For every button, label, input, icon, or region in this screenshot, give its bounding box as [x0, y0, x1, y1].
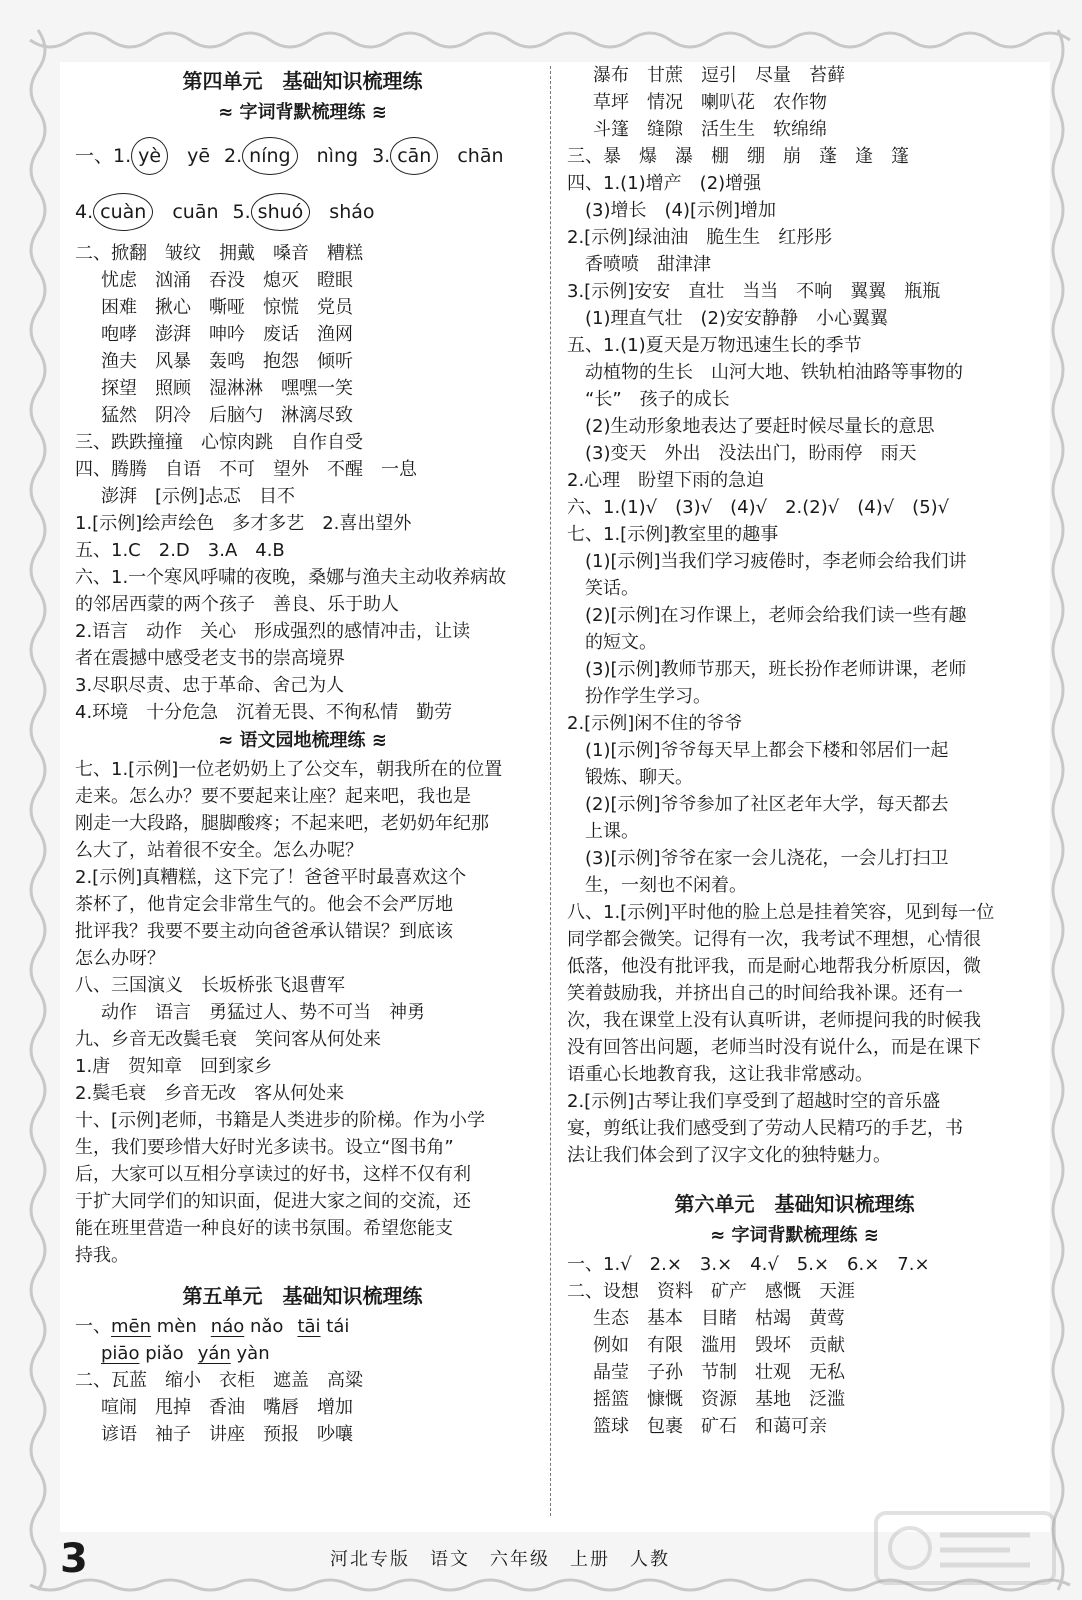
answer-line: 二、掀翻 皱纹 拥戴 嗓音 糟糕 — [75, 243, 363, 264]
subsection-title: ≈ 语文园地梳理练 ≋ — [218, 730, 387, 751]
circled-pinyin: shuó — [251, 193, 311, 231]
answer-line: 三、跌跌撞撞 心惊肉跳 自作自受 — [75, 432, 363, 453]
circled-pinyin: cān — [390, 137, 438, 175]
answer-line: 五、1.C 2.D 3.A 4.B — [75, 540, 285, 561]
answer-line-indented: (3)[示例]教师节那天，班长扮作老师讲课，老师 — [585, 659, 967, 680]
page-number: 3 — [60, 1536, 88, 1582]
answer-line-indented: 的短文。 — [585, 632, 657, 653]
answer-line-indented: 生，一刻也不闲着。 — [585, 875, 747, 896]
answer-line-indented: 忧虑 汹涌 吞没 熄灭 瞪眼 — [101, 270, 353, 291]
answer-line-indented: 扮作学生学习。 — [585, 686, 711, 707]
answer-line: 3.尽职尽责、忠于革命、舍己为人 — [75, 675, 345, 696]
answer-line: 么大了，站着很不安全。怎么办呢？ — [75, 840, 363, 861]
answer-line: 低落，他没有批评我，而是耐心地帮我分析原因，微 — [567, 956, 981, 977]
answer-line: 能在班里营造一种良好的读书氛围。希望您能支 — [75, 1218, 453, 1239]
answer-line-indented: 喧闹 甩掉 香油 嘴唇 增加 — [101, 1397, 353, 1418]
circled-pinyin: níng — [242, 137, 297, 175]
underlined-pinyin: náo — [210, 1316, 245, 1337]
pinyin-text: yàn — [236, 1343, 270, 1364]
answer-line-indented: “长” 孩子的成长 — [585, 389, 730, 410]
item-number: 3. — [372, 145, 391, 167]
pinyin-item — [198, 1340, 270, 1367]
answer-line: 于扩大同学们的知识面，促进大家之间的交流，还 — [75, 1191, 471, 1212]
pinyin-text: piǎo — [145, 1343, 184, 1364]
answer-line: 者在震撼中感受老支书的崇高境界 — [75, 648, 345, 669]
answer-line: 的邻居西蒙的两个孩子 善良、乐于助人 — [75, 594, 399, 615]
section-title: 第五单元 基础知识梳理练 — [182, 1284, 423, 1308]
answer-line: 2.语言 动作 关心 形成强烈的感情冲击，让读 — [75, 621, 471, 642]
answer-line-indented: 瀑布 甘蔗 逗引 尽量 苔藓 — [593, 65, 845, 86]
pinyin-text: sháo — [329, 201, 375, 223]
answer-line: 一、1.√ 2.× 3.× 4.√ 5.× 6.× 7.× — [567, 1254, 930, 1275]
footer-meta: 河北专版 语文 六年级 上册 人教 — [330, 1549, 670, 1570]
watermark-logo — [870, 1505, 1060, 1595]
spacer — [567, 1169, 1022, 1177]
answer-line-indented: 摇篮 慷慨 资源 基地 泛滥 — [593, 1389, 845, 1410]
answer-line-indented: 草坪 情况 喇叭花 农作物 — [593, 92, 827, 113]
pinyin-text: cuān — [172, 201, 219, 223]
answer-line-indented: 篮球 包裹 矿石 和蔼可亲 — [593, 1416, 827, 1437]
left-column — [75, 62, 530, 1448]
pinyin-text: yē — [187, 145, 211, 167]
answer-line: 1.[示例]绘声绘色 多才多艺 2.喜出望外 — [75, 513, 412, 534]
column-divider — [550, 66, 551, 1516]
pinyin-answer-line — [75, 1313, 530, 1340]
pinyin-item — [75, 128, 210, 184]
answer-line-indented: 生态 基本 目睹 枯竭 黄莺 — [593, 1308, 845, 1329]
pinyin-item — [372, 128, 503, 184]
underlined-pinyin: piāo — [101, 1343, 140, 1364]
underlined-pinyin: mēn — [111, 1316, 152, 1337]
answer-line: 2.[示例]闲不住的爷爷 — [567, 713, 743, 734]
answer-line-indented: (2)[示例]在习作课上，老师会给我们读一些有趣 — [585, 605, 967, 626]
answer-line: 宴，剪纸让我们感受到了劳动人民精巧的手艺，书 — [567, 1118, 963, 1139]
circled-pinyin: yè — [131, 137, 168, 175]
answer-line-indented: 困难 揪心 嘶哑 惊慌 党员 — [101, 297, 353, 318]
answer-line-indented: (1)理直气壮 (2)安安静静 小心翼翼 — [585, 308, 888, 329]
answer-line: 三、暴 爆 瀑 棚 绷 崩 蓬 逢 篷 — [567, 146, 909, 167]
answer-line-indented: 动作 语言 勇猛过人、势不可当 神勇 — [101, 1002, 425, 1023]
answer-line: 四、腾腾 自语 不可 望外 不醒 一息 — [75, 459, 417, 480]
answer-line: 语重心长地教育我，这让我非常感动。 — [567, 1064, 873, 1085]
answer-line: 八、1.[示例]平时他的脸上总是挂着笑容，见到每一位 — [567, 902, 995, 923]
answer-line: 八、三国演义 长坂桥张飞退曹军 — [75, 975, 345, 996]
answer-line: 3.[示例]安安 直壮 当当 不响 翼翼 瓶瓶 — [567, 281, 941, 302]
pinyin-item — [75, 184, 219, 240]
pinyin-answer-line — [75, 128, 530, 184]
answer-line: 刚走一大段路，腿脚酸疼；不起来吧，老奶奶年纪那 — [75, 813, 489, 834]
answer-line: 2.心理 盼望下雨的急迫 — [567, 470, 765, 491]
answer-line: 生，我们要珍惜大好时光多读书。设立“图书角” — [75, 1137, 454, 1158]
pinyin-item — [297, 1313, 349, 1340]
answer-line: 九、乡音无改鬓毛衰 笑问客从何处来 — [75, 1029, 381, 1050]
answer-line-indented: 咆哮 澎湃 呻吟 废话 渔网 — [101, 324, 353, 345]
answer-line: 2.[示例]古琴让我们享受到了超越时空的音乐盛 — [567, 1091, 941, 1112]
answer-line-indented: 澎湃 [示例]忐忑 目不 — [101, 486, 296, 507]
spacer — [75, 1269, 530, 1277]
answer-line-indented: (1)[示例]爷爷每天早上都会下楼和邻居们一起 — [585, 740, 949, 761]
section-title: 第四单元 基础知识梳理练 — [182, 69, 423, 93]
item-number: 一、 — [75, 1316, 111, 1337]
spacer — [567, 1177, 1022, 1185]
pinyin-item — [211, 1313, 284, 1340]
answer-line: 五、1.(1)夏天是万物迅速生长的季节 — [567, 335, 862, 356]
answer-line-indented: 猛然 阴冷 后脑勺 淋漓尽致 — [101, 405, 353, 426]
answer-line: 四、1.(1)增产 (2)增强 — [567, 173, 762, 194]
answer-line-indented: (3)增长 (4)[示例]增加 — [585, 200, 777, 221]
answer-line-indented: 锻炼、聊天。 — [585, 767, 693, 788]
answer-line: 笑着鼓励我，并挤出自己的时间给我补课。还有一 — [567, 983, 963, 1004]
answer-line: 七、1.[示例]教室里的趣事 — [567, 524, 779, 545]
answer-line: 2.[示例]真糟糕，这下完了！爸爸平时最喜欢这个 — [75, 867, 467, 888]
answer-line: 二、瓦蓝 缩小 衣柜 遮盖 高粱 — [75, 1370, 363, 1391]
answer-line: 1.唐 贺知章 回到家乡 — [75, 1056, 273, 1077]
answer-line: 法让我们体会到了汉字文化的独特魅力。 — [567, 1145, 891, 1166]
pinyin-text: nìng — [316, 145, 359, 167]
pinyin-text: mèn — [156, 1316, 197, 1337]
answer-line: 2.鬓毛衰 乡音无改 客从何处来 — [75, 1083, 345, 1104]
answer-line-indented: (1)[示例]当我们学习疲倦时，李老师会给我们讲 — [585, 551, 967, 572]
answer-line-indented: 谚语 袖子 讲座 预报 吵嚷 — [101, 1424, 353, 1445]
answer-line: 批评我？我要不要主动向爸爸承认错误？到底该 — [75, 921, 453, 942]
answer-line-indented: (3)[示例]爷爷在家一会儿浇花，一会儿打扫卫 — [585, 848, 949, 869]
answer-line-indented: 上课。 — [585, 821, 639, 842]
answer-line: 4.环境 十分危急 沉着无畏、不徇私情 勤劳 — [75, 702, 453, 723]
answer-line-indented: (2)[示例]爷爷参加了社区老年大学，每天都去 — [585, 794, 949, 815]
pinyin-text: tái — [326, 1316, 350, 1337]
answer-line-indented: 例如 有限 滥用 毁坏 贡献 — [593, 1335, 845, 1356]
underlined-pinyin: tāi — [297, 1316, 321, 1337]
answer-line-indented: 动植物的生长 山河大地、铁轨柏油路等事物的 — [585, 362, 963, 383]
underlined-pinyin: yán — [197, 1343, 231, 1364]
answer-line: 六、1.一个寒风呼啸的夜晚，桑娜与渔夫主动收养病故 — [75, 567, 507, 588]
answer-line-indented: 笑话。 — [585, 578, 639, 599]
answer-line: 十、[示例]老师，书籍是人类进步的阶梯。作为小学 — [75, 1110, 486, 1131]
pinyin-text: chān — [457, 145, 504, 167]
pinyin-item — [75, 1313, 197, 1340]
answer-line-indented: 斗篷 缝隙 活生生 软绵绵 — [593, 119, 827, 140]
section-title: 第六单元 基础知识梳理练 — [674, 1192, 915, 1216]
answer-line: 2.[示例]绿油油 脆生生 红彤彤 — [567, 227, 833, 248]
pinyin-item — [224, 128, 358, 184]
answer-line-indented: 香喷喷 甜津津 — [585, 254, 711, 275]
circled-pinyin: cuàn — [93, 193, 153, 231]
item-number: 一、1. — [75, 145, 132, 167]
answer-line: 没有回答出问题，老师当时没有说什么，而是在课下 — [567, 1037, 981, 1058]
answer-line-indented: 晶莹 子孙 节制 壮观 无私 — [593, 1362, 845, 1383]
right-column — [567, 62, 1022, 1440]
item-number: 4. — [75, 201, 94, 223]
answer-line: 走来。怎么办？要不要起来让座？起来吧，我也是 — [75, 786, 471, 807]
answer-line-indented: 渔夫 风暴 轰鸣 抱怨 倾听 — [101, 351, 353, 372]
answer-line: 六、1.(1)√ (3)√ (4)√ 2.(2)√ (4)√ (5)√ — [567, 497, 950, 518]
pinyin-item — [233, 184, 375, 240]
pinyin-text: nǎo — [249, 1316, 284, 1337]
answer-line: 二、设想 资料 矿产 感慨 天涯 — [567, 1281, 855, 1302]
answer-line-indented: (2)生动形象地表达了要赶时候尽量长的意思 — [585, 416, 935, 437]
answer-line: 次，我在课堂上没有认真听讲，老师提问我的时候我 — [567, 1010, 981, 1031]
pinyin-answer-line — [75, 184, 530, 240]
item-number: 2. — [224, 145, 243, 167]
pinyin-item — [101, 1340, 184, 1367]
answer-line: 怎么办呀？ — [75, 948, 165, 969]
subsection-title: ≈ 字词背默梳理练 ≋ — [218, 102, 387, 123]
pinyin-answer-line — [75, 1340, 530, 1367]
answer-line-indented: 探望 照顾 湿淋淋 嘿嘿一笑 — [101, 378, 353, 399]
answer-line: 持我。 — [75, 1245, 129, 1266]
answer-line: 七、1.[示例]一位老奶奶上了公交车，朝我所在的位置 — [75, 759, 503, 780]
subsection-title: ≈ 字词背默梳理练 ≋ — [710, 1225, 879, 1246]
answer-line: 茶杯了，他肯定会非常生气的。他会不会严厉地 — [75, 894, 453, 915]
answer-line: 同学都会微笑。记得有一次，我考试不理想，心情很 — [567, 929, 981, 950]
answer-line: 后，大家可以互相分享读过的好书，这样不仅有利 — [75, 1164, 471, 1185]
answer-line-indented: (3)变天 外出 没法出门，盼雨停 雨天 — [585, 443, 917, 464]
item-number: 5. — [232, 201, 251, 223]
